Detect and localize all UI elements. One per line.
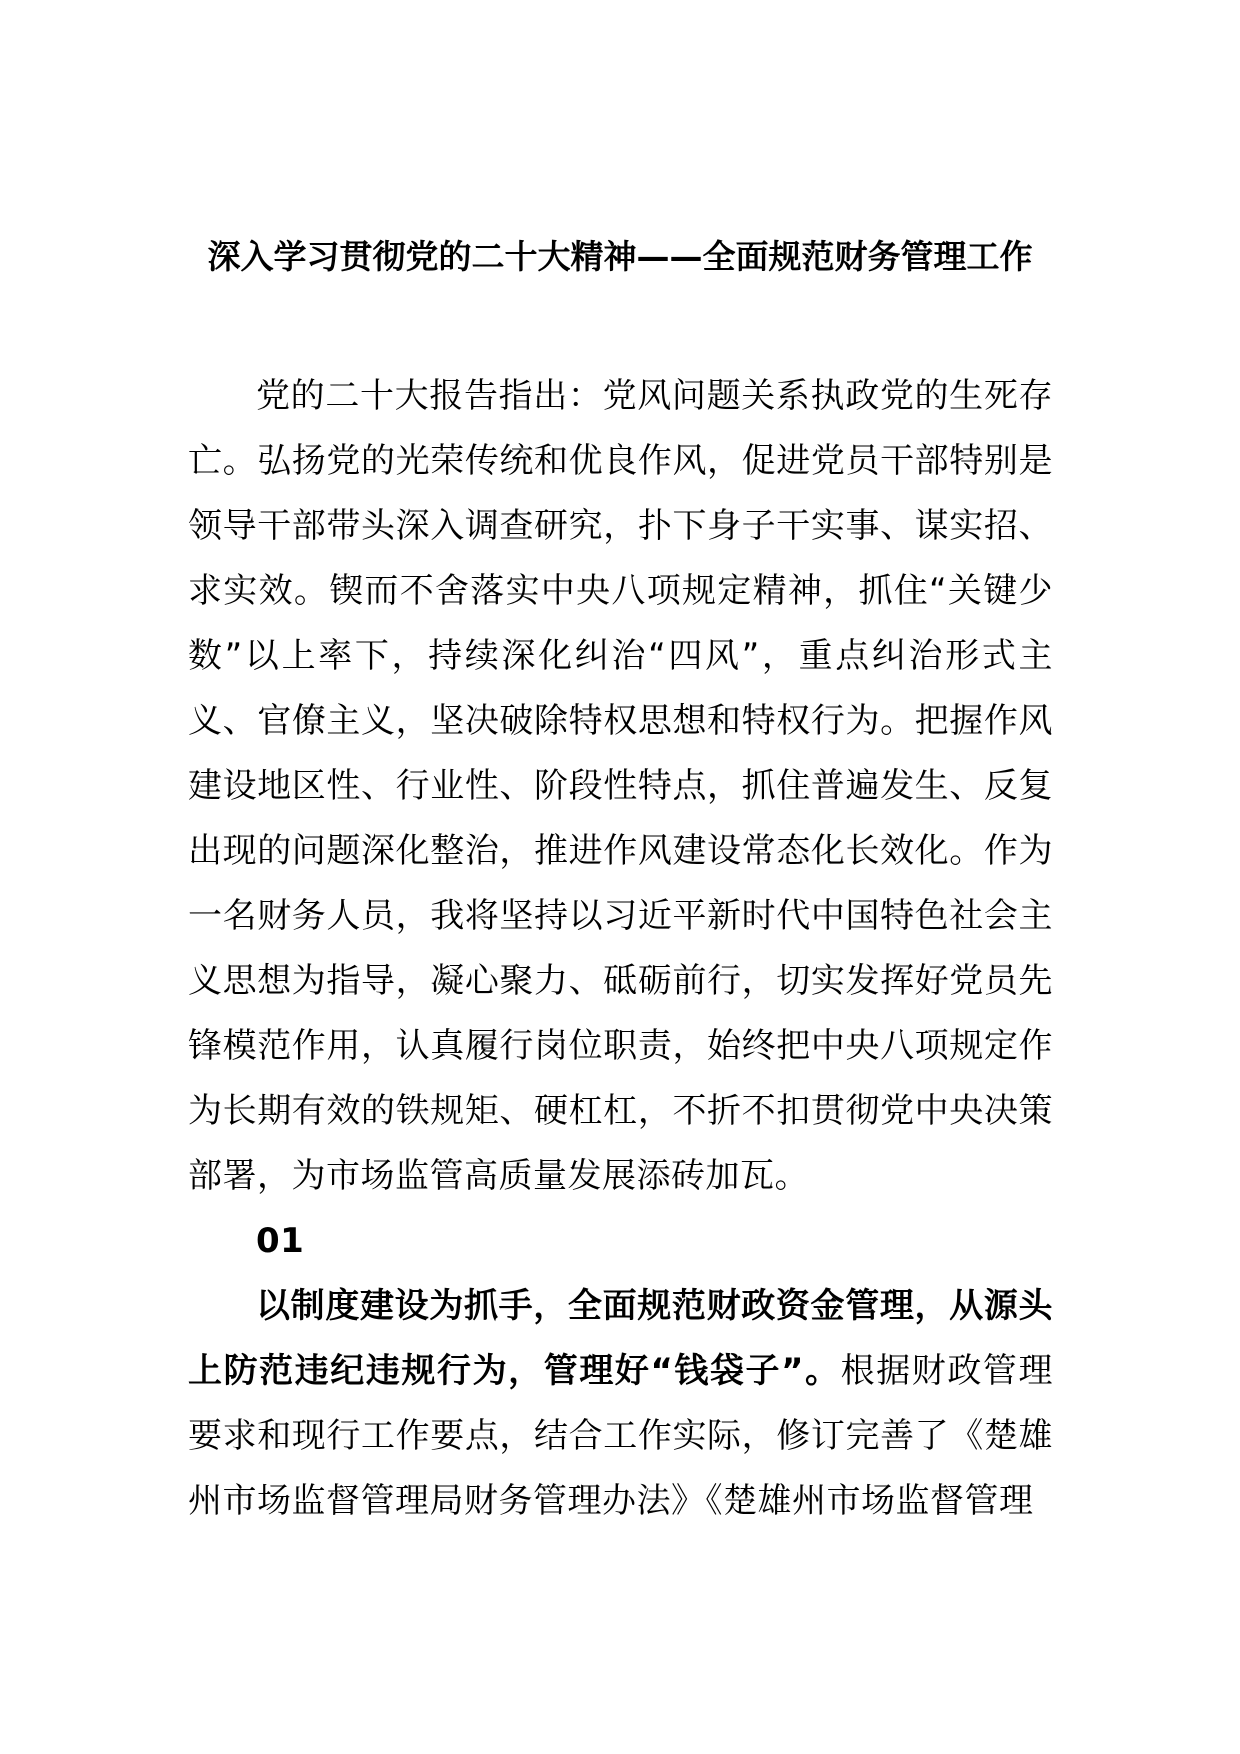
section-paragraph: [188, 1274, 1053, 1534]
section-number: 01: [256, 1221, 305, 1261]
section-body-text: 根据财政管理要求和现行工作要点，结合工作实际，修订完善了《楚雄州市场监督管理局财务管理办法》《楚雄州市场监督管理: [188, 1351, 1053, 1521]
intro-paragraph: 党的二十大报告指出：党风问题关系执政党的生死存亡。弘扬党的光荣传统和优良作风，促进党员干部特别是领导干部带头深入调查研究，扑下身子干实事、谋实招、求实效。锲而不舍落实中央八项规定精神，抓住“关键少数”以上率下，持续深化纠治“四风”，重点纠治形式主义、官僚主义，坚决破除特权思想和特权行为。把握作风建设地区性、行业性、阶段性特点，抓住普遍发生、反复出现的问题深化整治，推进作风建设常态化长效化。作为一名财务人员，我将坚持以习近平新时代中国特色社会主义思想为指导，凝心聚力、砥砺前行，切实发挥好党员先锋模范作用，认真履行岗位职责，始终把中央八项规定作为长期有效的铁规矩、硬杠杠，不折不扣贯彻党中央决策部署，为市场监管高质量发展添砖加瓦。: [188, 376, 1053, 1196]
document-title: 深入学习贯彻党的二十大精神——全面规范财务管理工作: [207, 237, 1033, 277]
document-body: [188, 364, 1053, 1534]
section-lead-text: 以制度建设为抓手，全面规范财政资金管理，从源头上防范违纪违规行为，管理好“钱袋子”。: [188, 1286, 1053, 1391]
